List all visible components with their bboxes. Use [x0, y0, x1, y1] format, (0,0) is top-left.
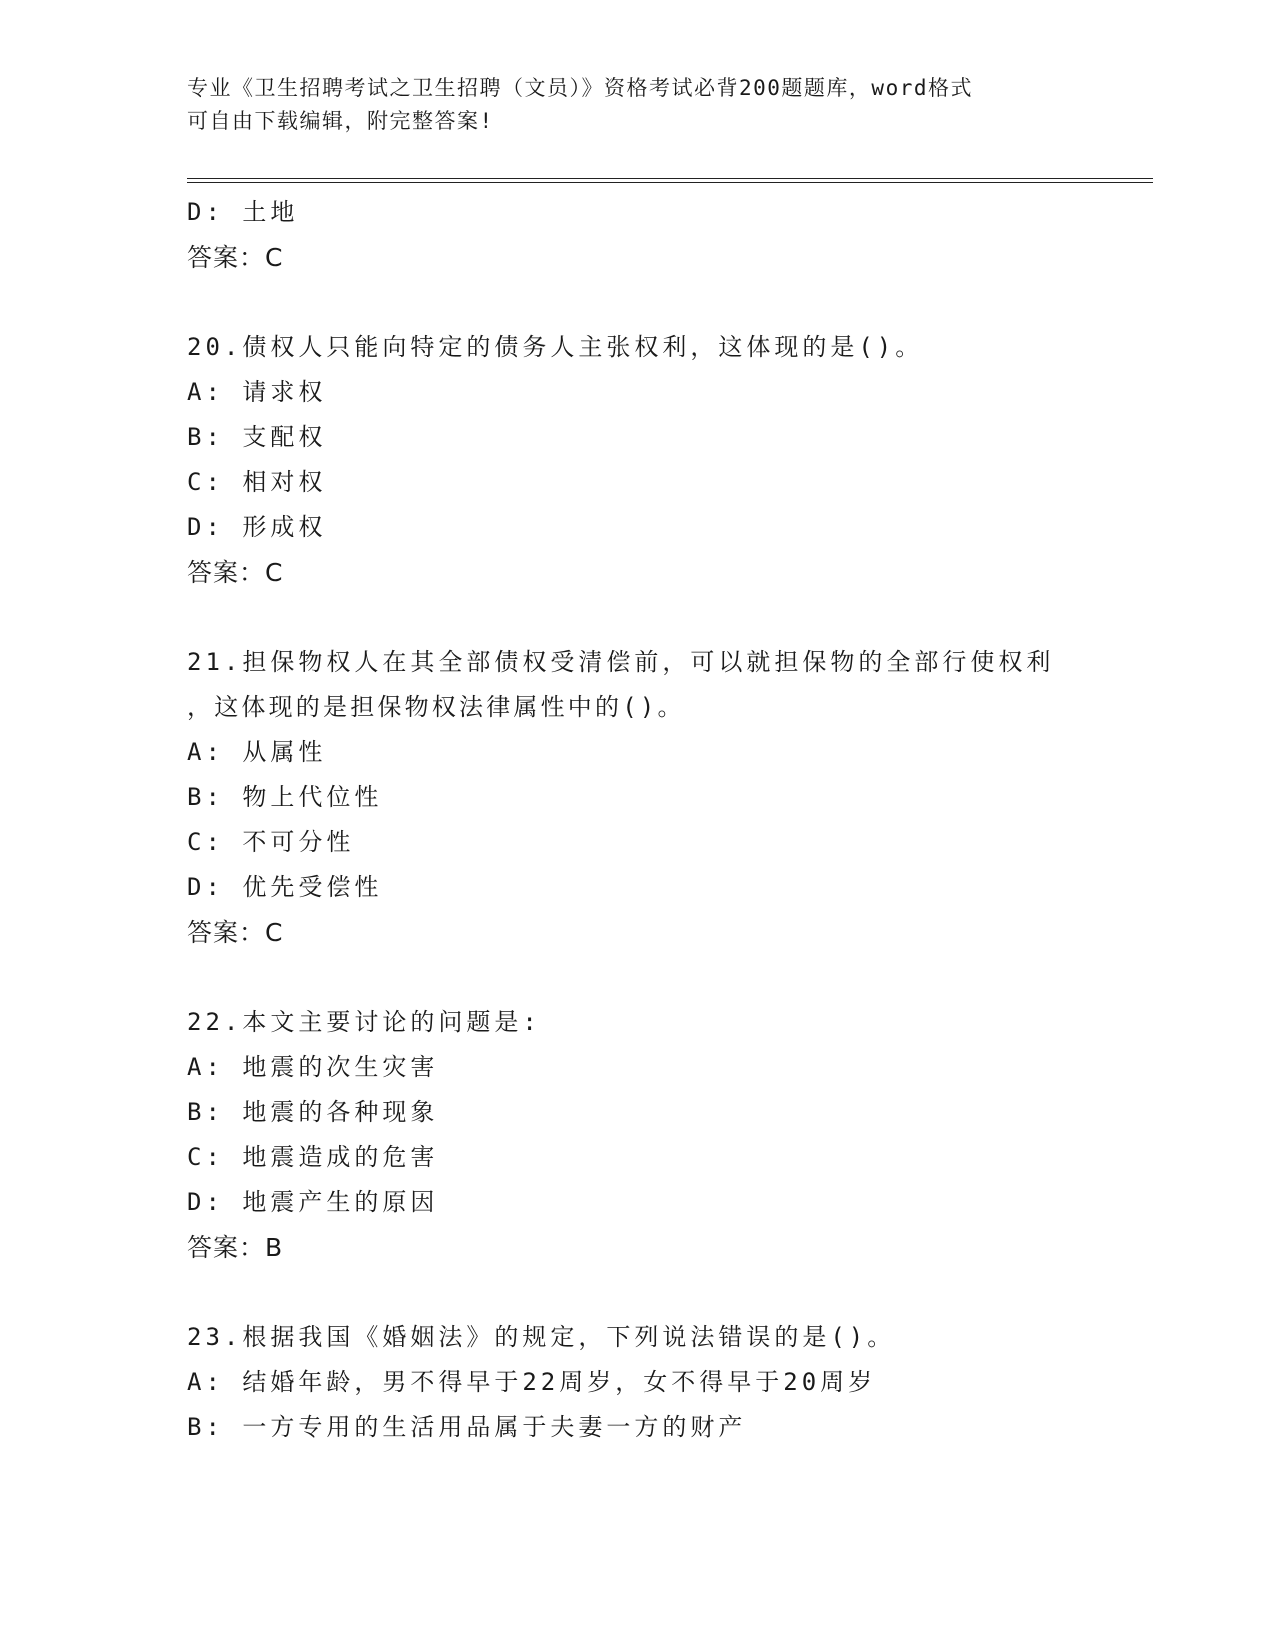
answer-line: 答案：C: [187, 243, 284, 272]
option-d: D: 优先受偿性: [187, 873, 383, 901]
option-a: A: 请求权: [187, 378, 327, 406]
option-a: A: 从属性: [187, 738, 327, 766]
question-list: [187, 190, 1077, 1450]
option-c: C: 相对权: [187, 468, 327, 496]
option-b: B: 支配权: [187, 423, 327, 451]
document-header: [187, 72, 1087, 138]
option-a: A: 结婚年龄，男不得早于22周岁，女不得早于20周岁: [187, 1368, 877, 1396]
answer-line: 答案：B: [187, 1233, 284, 1262]
option-c: C: 地震造成的危害: [187, 1143, 439, 1171]
option-b: B: 地震的各种现象: [187, 1098, 439, 1126]
option-c: C: 不可分性: [187, 828, 355, 856]
option-d: D: 地震产生的原因: [187, 1188, 439, 1216]
spacer: [187, 280, 1077, 325]
question-stem: 20.债权人只能向特定的债务人主张权利，这体现的是()。: [187, 333, 924, 361]
question-stem-continued: ，这体现的是担保物权法律属性中的()。: [187, 693, 685, 721]
spacer: [187, 955, 1077, 1000]
option-d: D: 形成权: [187, 513, 327, 541]
answer-line: 答案：C: [187, 918, 284, 947]
question-stem: 23.根据我国《婚姻法》的规定，下列说法错误的是()。: [187, 1323, 896, 1351]
option-a: A: 地震的次生灾害: [187, 1053, 439, 1081]
spacer: [187, 595, 1077, 640]
answer-line: 答案：C: [187, 558, 284, 587]
spacer: [187, 1270, 1077, 1315]
header-line-2: 可自由下载编辑，附完整答案!: [187, 109, 494, 133]
option-b: B: 物上代位性: [187, 783, 383, 811]
question-stem: 22.本文主要讨论的问题是:: [187, 1008, 541, 1036]
header-divider: [187, 178, 1153, 183]
question-stem: 21.担保物权人在其全部债权受清偿前，可以就担保物的全部行使权利: [187, 648, 1055, 676]
header-line-1: 专业《卫生招聘考试之卫生招聘（文员）》资格考试必背200题题库，word格式: [187, 76, 973, 100]
option-b: B: 一方专用的生活用品属于夫妻一方的财产: [187, 1413, 747, 1441]
option-d: D: 土地: [187, 198, 299, 226]
